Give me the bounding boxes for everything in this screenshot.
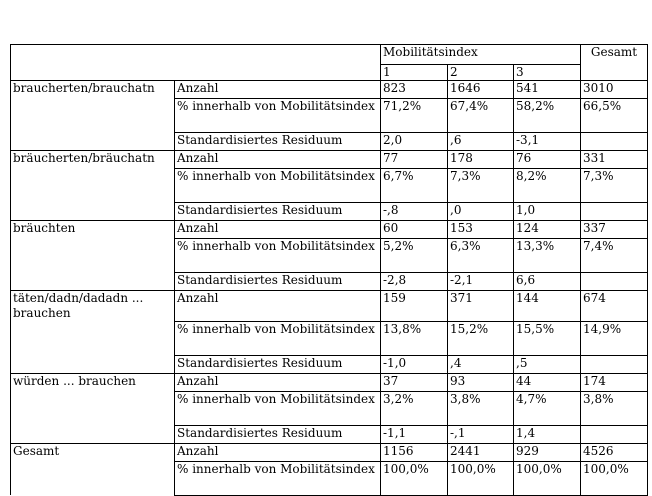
value-cell: 823: [381, 81, 448, 99]
table-row: [11, 443, 648, 461]
table-row: [11, 321, 648, 355]
value-cell: 7,3%: [448, 169, 514, 203]
table-row: [11, 355, 648, 373]
row-group-spacer: [11, 461, 175, 495]
table-row: [11, 151, 648, 169]
statistic-label: % innerhalb von Mobilitätsindex: [175, 239, 381, 273]
table-row: [11, 291, 648, 322]
value-cell: 6,6: [514, 273, 581, 291]
statistic-label: Anzahl: [175, 443, 381, 461]
total-cell: 174: [581, 373, 648, 391]
crosstab-body: [11, 45, 648, 496]
row-group-label: würden ... brauchen: [11, 373, 175, 391]
col-header-1: 1: [381, 65, 448, 81]
value-cell: 15,2%: [448, 321, 514, 355]
table-row: [11, 373, 648, 391]
value-cell: 178: [448, 151, 514, 169]
table-row: [11, 425, 648, 443]
value-cell: 100,0%: [514, 461, 581, 495]
total-cell: 14,9%: [581, 321, 648, 355]
statistic-label: Standardisiertes Residuum: [175, 355, 381, 373]
total-cell: 100,0%: [581, 461, 648, 495]
header-row-1: [11, 45, 648, 65]
row-group-spacer: [11, 355, 175, 373]
total-cell: [581, 133, 648, 151]
value-cell: 77: [381, 151, 448, 169]
statistic-label: Standardisiertes Residuum: [175, 425, 381, 443]
total-cell: [581, 273, 648, 291]
statistic-label: Anzahl: [175, 221, 381, 239]
row-group-label: braucherten/brauchatn: [11, 81, 175, 99]
value-cell: -2,8: [381, 273, 448, 291]
value-cell: 6,7%: [381, 169, 448, 203]
value-cell: 1646: [448, 81, 514, 99]
value-cell: 124: [514, 221, 581, 239]
value-cell: ,4: [448, 355, 514, 373]
value-cell: -,8: [381, 203, 448, 221]
statistic-label: Anzahl: [175, 151, 381, 169]
table-row: [11, 169, 648, 203]
row-group-spacer: [11, 321, 175, 355]
table-row: [11, 133, 648, 151]
statistic-label: % innerhalb von Mobilitätsindex: [175, 169, 381, 203]
total-cell: 337: [581, 221, 648, 239]
col-header-2: 2: [448, 65, 514, 81]
total-cell: [581, 425, 648, 443]
value-cell: 58,2%: [514, 99, 581, 133]
value-cell: 76: [514, 151, 581, 169]
statistic-label: Standardisiertes Residuum: [175, 273, 381, 291]
value-cell: 8,2%: [514, 169, 581, 203]
total-cell: 3010: [581, 81, 648, 99]
row-group-spacer: [11, 99, 175, 133]
table-row: [11, 239, 648, 273]
row-group-spacer: [11, 273, 175, 291]
value-cell: 13,8%: [381, 321, 448, 355]
value-cell: 37: [381, 373, 448, 391]
statistic-label: % innerhalb von Mobilitätsindex: [175, 391, 381, 425]
value-cell: ,6: [448, 133, 514, 151]
value-cell: 13,3%: [514, 239, 581, 273]
value-cell: 3,2%: [381, 391, 448, 425]
table-row: [11, 391, 648, 425]
value-cell: 144: [514, 291, 581, 322]
table-row: [11, 273, 648, 291]
value-cell: 100,0%: [448, 461, 514, 495]
crosstab-table: [10, 44, 648, 496]
value-cell: 67,4%: [448, 99, 514, 133]
value-cell: 153: [448, 221, 514, 239]
value-cell: 1156: [381, 443, 448, 461]
total-cell: 7,3%: [581, 169, 648, 203]
value-cell: 5,2%: [381, 239, 448, 273]
value-cell: 159: [381, 291, 448, 322]
value-cell: 2,0: [381, 133, 448, 151]
total-cell: [581, 203, 648, 221]
statistic-label: Standardisiertes Residuum: [175, 203, 381, 221]
statistic-label: % innerhalb von Mobilitätsindex: [175, 99, 381, 133]
value-cell: 6,3%: [448, 239, 514, 273]
total-cell: 3,8%: [581, 391, 648, 425]
value-cell: 44: [514, 373, 581, 391]
statistic-label: Anzahl: [175, 81, 381, 99]
value-cell: ,0: [448, 203, 514, 221]
value-cell: -1,1: [381, 425, 448, 443]
total-cell: 7,4%: [581, 239, 648, 273]
statistic-label: Standardisiertes Residuum: [175, 133, 381, 151]
value-cell: -,1: [448, 425, 514, 443]
total-header: Gesamt: [581, 45, 648, 81]
value-cell: 371: [448, 291, 514, 322]
value-cell: 15,5%: [514, 321, 581, 355]
total-cell: 66,5%: [581, 99, 648, 133]
col-header-3: 3: [514, 65, 581, 81]
value-cell: 93: [448, 373, 514, 391]
value-cell: 71,2%: [381, 99, 448, 133]
row-group-spacer: [11, 133, 175, 151]
row-group-spacer: [11, 169, 175, 203]
row-group-spacer: [11, 391, 175, 425]
value-cell: ,5: [514, 355, 581, 373]
value-cell: -2,1: [448, 273, 514, 291]
table-row: [11, 203, 648, 221]
row-group-label: täten/dadn/dadadn ... brauchen: [11, 291, 175, 322]
total-cell: 674: [581, 291, 648, 322]
value-cell: -1,0: [381, 355, 448, 373]
table-row: [11, 221, 648, 239]
value-cell: 541: [514, 81, 581, 99]
header-corner-cell: [11, 45, 381, 81]
statistic-label: Anzahl: [175, 291, 381, 322]
row-group-spacer: [11, 239, 175, 273]
total-cell: 4526: [581, 443, 648, 461]
statistic-label: Anzahl: [175, 373, 381, 391]
row-group-label: Gesamt: [11, 443, 175, 461]
value-cell: 3,8%: [448, 391, 514, 425]
value-cell: 100,0%: [381, 461, 448, 495]
total-cell: [581, 355, 648, 373]
value-cell: 60: [381, 221, 448, 239]
mobility-index-header: Mobilitätsindex: [381, 45, 581, 65]
value-cell: 4,7%: [514, 391, 581, 425]
row-group-spacer: [11, 425, 175, 443]
row-group-label: bräucherten/bräuchatn: [11, 151, 175, 169]
value-cell: 2441: [448, 443, 514, 461]
value-cell: 1,4: [514, 425, 581, 443]
table-row: [11, 81, 648, 99]
value-cell: 929: [514, 443, 581, 461]
total-cell: 331: [581, 151, 648, 169]
statistic-label: % innerhalb von Mobilitätsindex: [175, 321, 381, 355]
row-group-spacer: [11, 203, 175, 221]
row-group-label: bräuchten: [11, 221, 175, 239]
statistic-label: % innerhalb von Mobilitätsindex: [175, 461, 381, 495]
table-row: [11, 99, 648, 133]
value-cell: -3,1: [514, 133, 581, 151]
value-cell: 1,0: [514, 203, 581, 221]
table-row: [11, 461, 648, 495]
